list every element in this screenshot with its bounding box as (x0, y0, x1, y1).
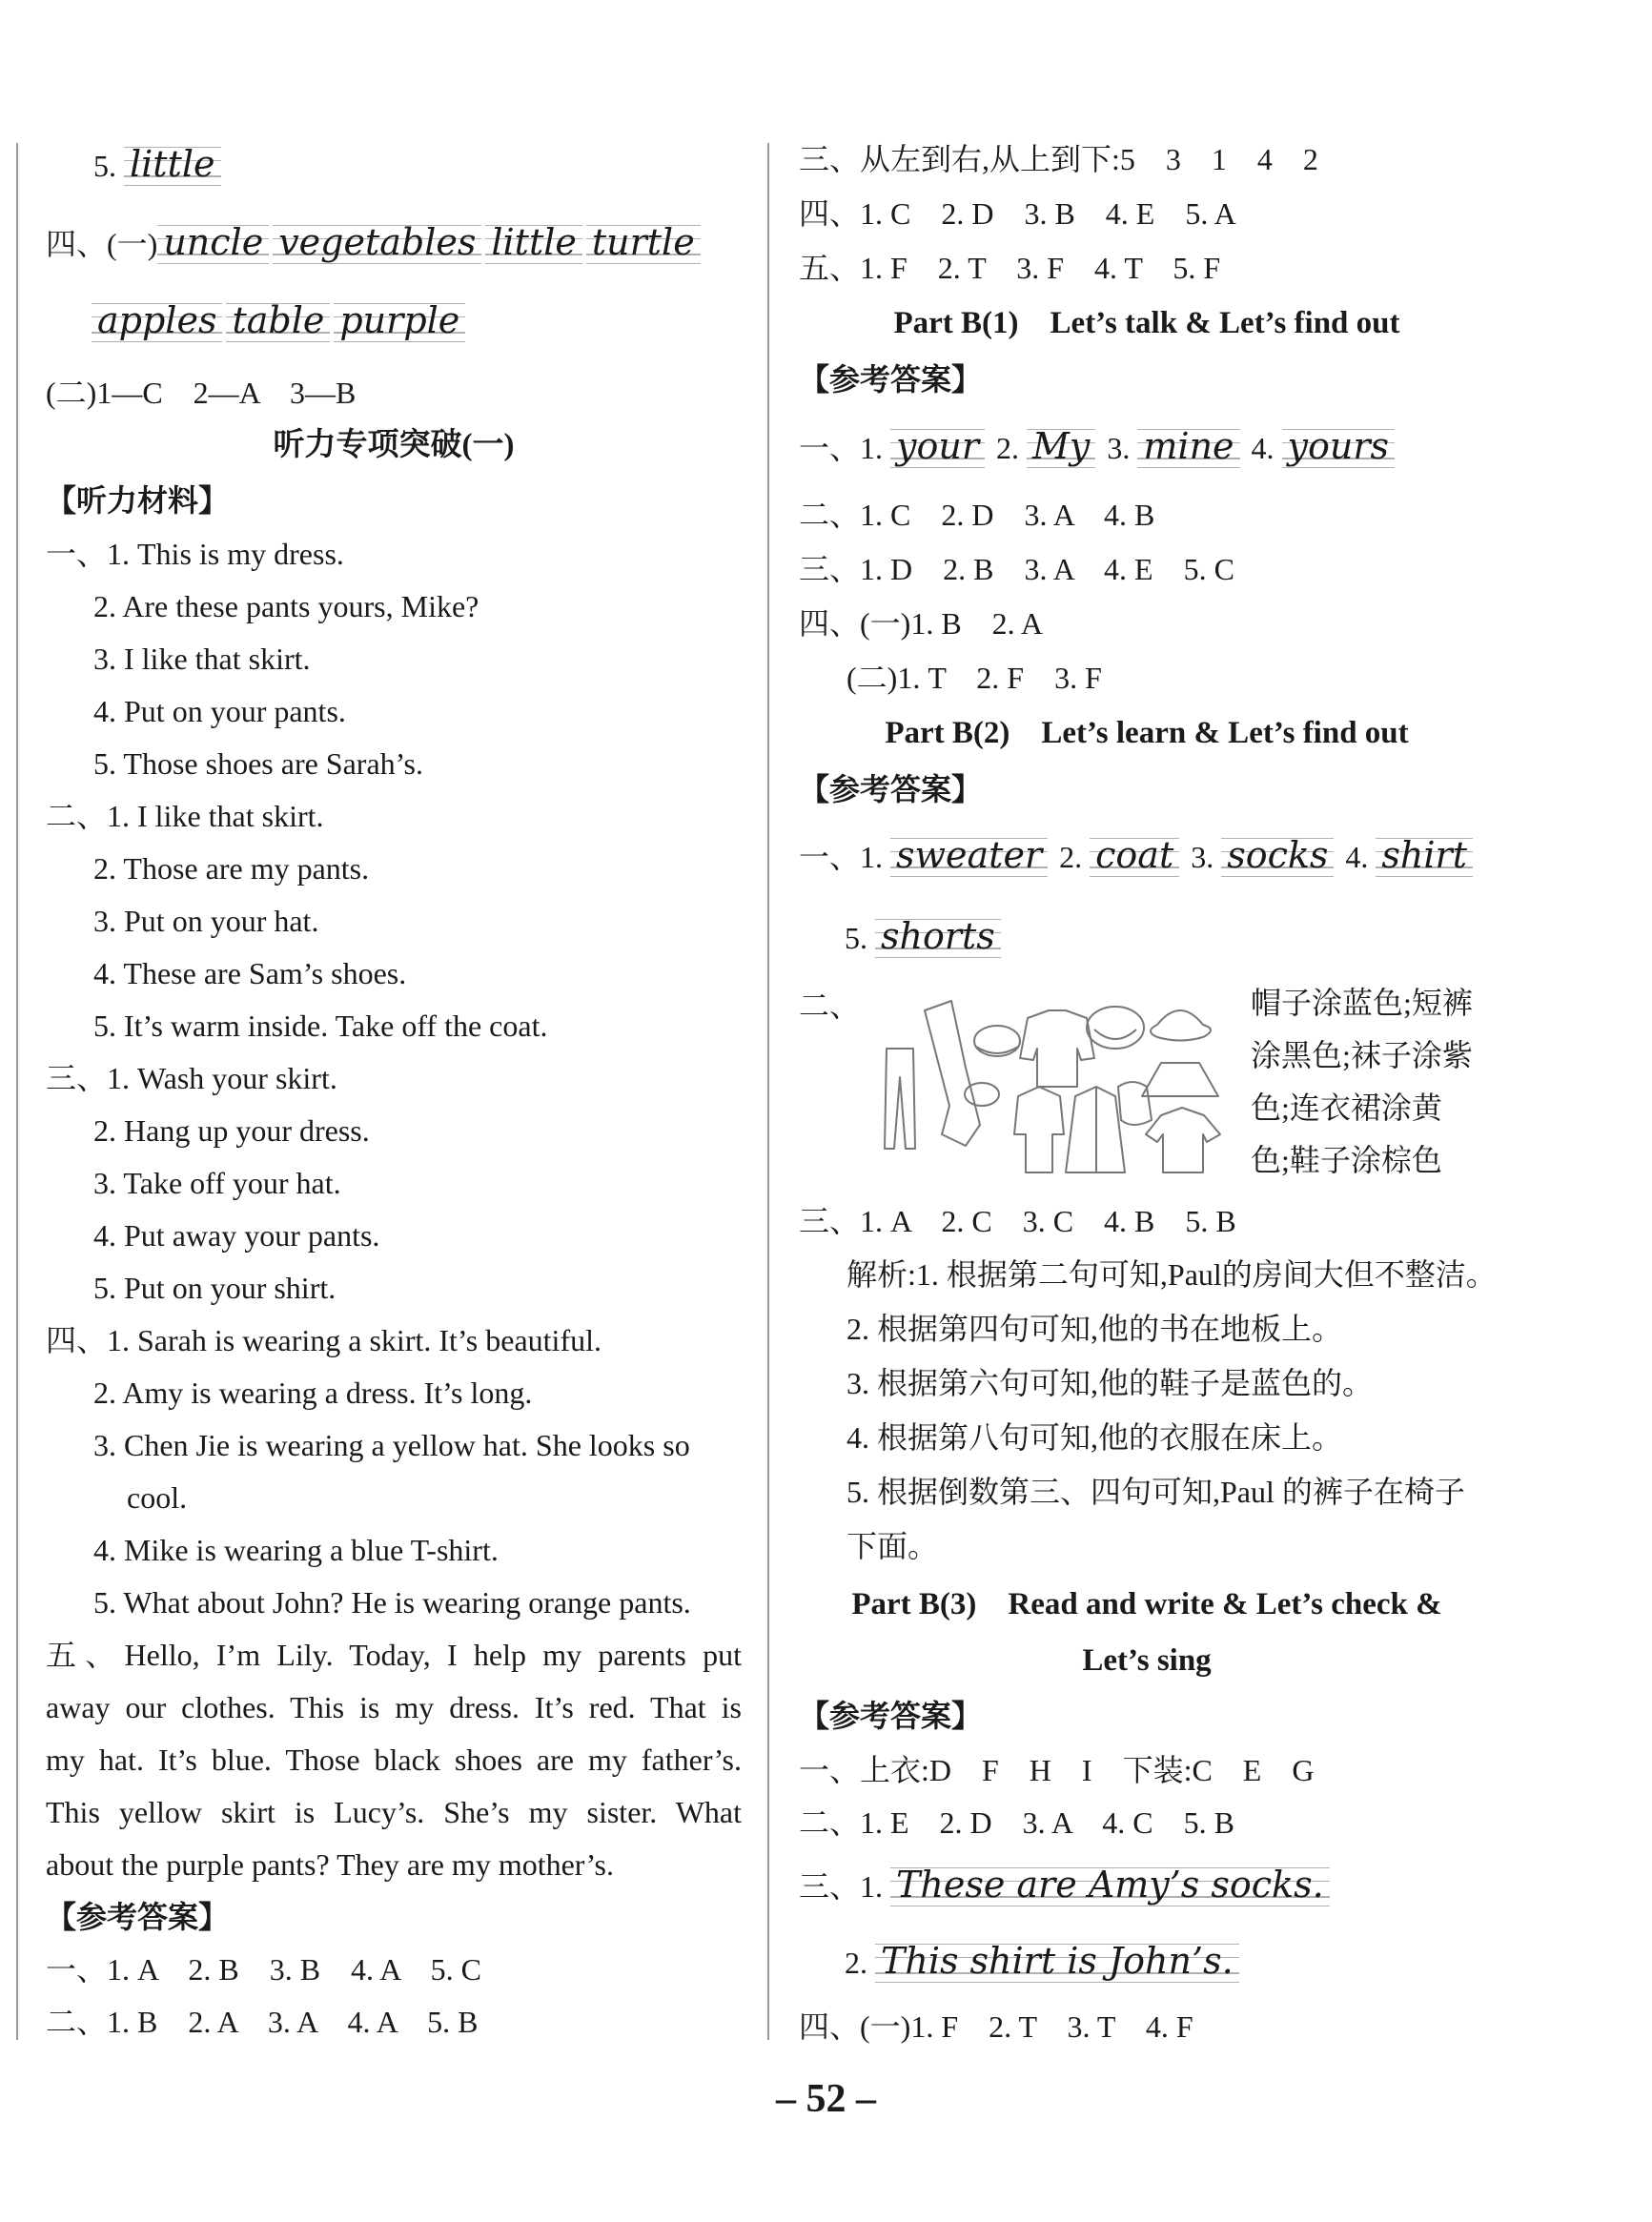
list-item: 5. Put on your shirt. (93, 1271, 337, 1305)
list-item: 3. Chen Jie is wearing a yellow hat. She looks so (93, 1428, 690, 1462)
skirt-icon (1142, 1063, 1218, 1096)
answer-line: 二、1. C 2. D 3. A 4. B (799, 498, 1155, 532)
answer-line: 三、从左到右,从上到下:5 3 1 4 2 (799, 142, 1318, 176)
answer-line: 二、1. E 2. D 3. A 4. C 5. B (799, 1805, 1234, 1840)
list-item: 4. Put on your pants. (93, 694, 346, 728)
handwritten-answer: vegetables (273, 221, 481, 264)
answer-key-label: 【参考答案】 (799, 772, 983, 806)
coloring-instructions: 帽子涂蓝色;短裤 涂黑色;袜子涂紫 色;连衣裙涂黄 色;鞋子涂棕色 (1251, 986, 1473, 1177)
list-item: 2. Those are my pants. (93, 851, 370, 886)
handwritten-answer: socks (1221, 834, 1334, 877)
handwritten-answer: your (890, 425, 985, 468)
list-item: 5. It’s warm inside. Take off the coat. (93, 1009, 548, 1043)
list-item: 三、1. Wash your skirt. (46, 1061, 337, 1095)
answer-line: 三、1. D 2. B 3. A 4. E 5. C (799, 552, 1234, 586)
answer-line: 三、1. These are Amy’s socks. (799, 1864, 1334, 1902)
handwritten-answer: coat (1090, 834, 1179, 877)
list-item: 2. Are these pants yours, Mike? (93, 589, 479, 623)
answer-line: 二、1. B 2. A 3. A 4. A 5. B (46, 2005, 479, 2039)
list-item: 4. Mike is wearing a blue T-shirt. (93, 1533, 499, 1567)
answer-line: (二)1. T 2. F 3. F (846, 661, 1102, 695)
cap-icon (974, 1026, 1020, 1056)
shorts-icon (1087, 1007, 1144, 1049)
explanation-line: 4. 根据第八句可知,他的衣服在床上。 (846, 1420, 1343, 1455)
answer-line: 五、1. F 2. T 3. F 4. T 5. F (799, 251, 1221, 285)
list-item: 二、1. I like that skirt. (46, 799, 324, 833)
explanation-line: 解析:1. 根据第二句可知,Paul的房间大但不整洁。 (846, 1257, 1497, 1292)
handwritten-answer: mine (1137, 425, 1239, 468)
answer-line: 5. shorts (799, 915, 1005, 953)
tshirt-icon (1146, 1108, 1220, 1172)
handwritten-answer: uncle (157, 221, 269, 264)
list-item: 一、1. This is my dress. (46, 537, 344, 571)
answer-line: 四、(一)1. F 2. T 3. T 4. F (799, 2009, 1193, 2044)
handwritten-answer: yours (1282, 425, 1396, 468)
handwritten-answer: apples (92, 299, 222, 342)
answer-line: 一、上衣:D F H I 下装:C E G (799, 1753, 1315, 1787)
list-item: 3. I like that skirt. (93, 642, 311, 676)
handwritten-answer: These are Amy’s socks. (890, 1864, 1330, 1906)
explanation-line: 2. 根据第四句可知,他的书在地板上。 (846, 1312, 1343, 1346)
answer-line: 三、1. A 2. C 3. C 4. B 5. B (799, 1204, 1236, 1238)
handwritten-answer: little (124, 143, 221, 186)
handwritten-answer: shirt (1376, 834, 1473, 877)
shirt-icon (1014, 1087, 1064, 1172)
list-item: 四、1. Sarah is wearing a skirt. It’s beautiful. (46, 1323, 602, 1357)
shoe-icon (1118, 1082, 1152, 1125)
hat-icon (965, 1083, 999, 1106)
explanation-line: 下面。 (846, 1529, 939, 1563)
explanation-line: 3. 根据第六句可知,他的鞋子是蓝色的。 (846, 1366, 1374, 1400)
list-item: 3. Take off your hat. (93, 1166, 341, 1200)
section-title: Part B(1) Let’s talk & Let’s find out (893, 306, 1400, 340)
answer-line: 一、1. A 2. B 3. B 4. A 5. C (46, 1952, 481, 1987)
column-divider (767, 143, 769, 2040)
pants-icon (885, 1049, 915, 1149)
answer-line: (二)1—C 2—A 3—B (46, 376, 357, 410)
answer-line: 一、1. sweater 2. coat 3. socks 4. shirt (799, 834, 1477, 872)
list-item: 2. Hang up your dress. (93, 1113, 370, 1148)
handwritten-answer: little (485, 221, 582, 264)
explanation-line: 5. 根据倒数第三、四句可知,Paul 的裤子在椅子 (846, 1475, 1465, 1509)
handwritten-answer: My (1027, 425, 1095, 468)
left-margin-rule (16, 143, 18, 2040)
handwritten-answer: shorts (875, 915, 1001, 958)
list-item: cool. (127, 1480, 188, 1515)
answer-line (46, 299, 469, 341)
answer-line: 一、1. your 2. My 3. mine 4. yours (799, 425, 1398, 463)
clothes-illustration (875, 991, 1247, 1177)
passage-line: away our clothes. This is my dress. It’s red. That is (46, 1690, 742, 1724)
answer-key-label: 【参考答案】 (799, 362, 983, 397)
list-item: 5. What about John? He is wearing orange pants. (93, 1585, 691, 1620)
passage-line: about the purple pants? They are my mother’s. (46, 1847, 614, 1882)
handwritten-answer: table (226, 299, 330, 342)
answer-line: 四、(一)1. B 2. A (799, 606, 1044, 641)
answer-line: 5. little (46, 143, 225, 181)
page-number: – 52 – (776, 2077, 876, 2121)
question-prefix: 二、 (799, 989, 861, 1023)
section-title: Part B(3) Read and write & Let’s check & (851, 1587, 1442, 1621)
handwritten-answer: turtle (586, 221, 701, 264)
answer-key-label: 【参考答案】 (799, 1699, 983, 1733)
list-item: 4. These are Sam’s shoes. (93, 956, 407, 990)
passage-line: my hat. It’s blue. Those black shoes are my father’s. (46, 1743, 742, 1777)
list-item: 4. Put away your pants. (93, 1218, 380, 1253)
answer-line: 四、1. C 2. D 3. B 4. E 5. A (799, 196, 1236, 231)
listening-material-label: 【听力材料】 (46, 483, 230, 518)
list-item: 3. Put on your hat. (93, 904, 319, 938)
section-title: Part B(2) Let’s learn & Let’s find out (885, 716, 1409, 750)
sock-icon (925, 1001, 980, 1146)
handwritten-answer: purple (334, 299, 465, 342)
hat-brim-icon (1151, 1010, 1211, 1041)
answer-line: 2. This shirt is John’s. (799, 1940, 1243, 1978)
passage-line: 五、Hello, I’m Lily. Today, I help my parents put (46, 1638, 742, 1672)
handwritten-answer: This shirt is John’s. (875, 1940, 1239, 1983)
section-title: 听力专项突破(一) (273, 428, 515, 462)
passage-line: This yellow skirt is Lucy’s. She’s my sister. What (46, 1795, 742, 1829)
handwritten-answer: sweater (890, 834, 1048, 877)
sweater-icon (1020, 1010, 1094, 1087)
list-item: 5. Those shoes are Sarah’s. (93, 746, 423, 781)
answer-key-label: 【参考答案】 (46, 1900, 230, 1934)
list-item: 2. Amy is wearing a dress. It’s long. (93, 1376, 533, 1410)
answer-line: 四、(一) uncle vegetables little turtle (46, 221, 704, 259)
section-title-continued: Let’s sing (1082, 1643, 1212, 1678)
